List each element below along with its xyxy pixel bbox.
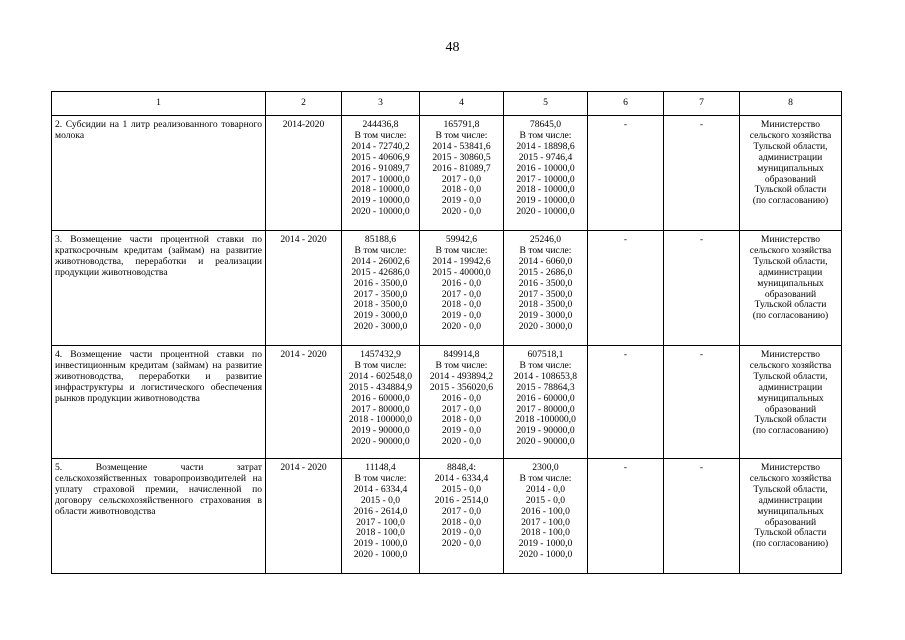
measure-description: 2. Субсидии на 1 литр реализованного товарного молока bbox=[52, 116, 266, 231]
cell-line: 2017 - 0,0 bbox=[441, 288, 482, 300]
cell-line: 2014 - 602548,0 bbox=[348, 370, 413, 382]
cell-line: 2015 - 356020,6 bbox=[429, 381, 494, 393]
responsible-executor-cell bbox=[740, 116, 842, 231]
col7-cell: - bbox=[664, 346, 740, 459]
cell-line: В том числе: bbox=[519, 244, 572, 256]
federal-funding-cell bbox=[420, 459, 504, 574]
cell-line: 2019 - 1000,0 bbox=[518, 538, 573, 550]
regional-funding-cell bbox=[504, 116, 588, 231]
cell-line: муниципальных bbox=[757, 277, 824, 289]
cell-line: 2015 - 30860,5 bbox=[432, 151, 491, 163]
cell-line: 2019 - 0,0 bbox=[441, 195, 482, 207]
cell-line: 2018 - 10000,0 bbox=[516, 184, 575, 196]
cell-line: 2016 - 3500,0 bbox=[353, 277, 408, 289]
cell-line: 2017 - 3500,0 bbox=[353, 288, 408, 300]
cell-line: 607518,1 bbox=[527, 349, 564, 360]
cell-line: 2016 - 10000,0 bbox=[516, 162, 575, 174]
cell-line: 2016 - 91089,7 bbox=[351, 162, 410, 174]
cell-line: 59942,6 bbox=[445, 234, 478, 245]
cell-line: 2016 - 0,0 bbox=[441, 277, 482, 289]
cell-line: 2020 - 1000,0 bbox=[353, 549, 408, 561]
regional-funding-cell bbox=[504, 346, 588, 459]
cell-line: В том числе: bbox=[519, 129, 572, 141]
cell-line: 2020 - 0,0 bbox=[441, 538, 482, 550]
cell-line: муниципальных bbox=[757, 392, 824, 404]
responsible-executor-cell bbox=[740, 459, 842, 574]
col7-cell: - bbox=[664, 116, 740, 231]
cell-line: администрации bbox=[758, 266, 823, 278]
cell-line: администрации bbox=[758, 151, 823, 163]
cell-line: 2015 - 40000,0 bbox=[432, 266, 491, 278]
table-row bbox=[52, 116, 842, 231]
cell-line: 2017 - 0,0 bbox=[441, 403, 482, 415]
cell-line: 2014 - 6334,4 bbox=[353, 483, 408, 495]
cell-line: 2018 - 100000,0 bbox=[348, 414, 413, 426]
cell-line: муниципальных bbox=[757, 505, 824, 517]
cell-line: 2016 - 3500,0 bbox=[518, 277, 573, 289]
cell-line: 78645,0 bbox=[529, 119, 562, 130]
cell-line: сельского хозяйства bbox=[749, 359, 832, 371]
cell-line: образований bbox=[764, 403, 817, 415]
cell-line: 2020 - 3000,0 bbox=[353, 321, 408, 333]
cell-line: (по согласованию) bbox=[752, 538, 829, 550]
period-cell: 2014-2020 bbox=[266, 116, 342, 231]
cell-line: 2018 - 10000,0 bbox=[351, 184, 410, 196]
cell-line: 25246,0 bbox=[529, 234, 562, 245]
cell-line: Тульской области bbox=[754, 414, 827, 426]
col7-cell: - bbox=[664, 459, 740, 574]
cell-line: 2015 - 0,0 bbox=[525, 494, 566, 506]
cell-line: 2016 - 2514,0 bbox=[434, 494, 489, 506]
cell-line: 244436,8 bbox=[362, 119, 399, 130]
cell-line: образований bbox=[764, 288, 817, 300]
col7-cell: - bbox=[664, 231, 740, 346]
col6-cell: - bbox=[588, 459, 664, 574]
cell-line: 2015 - 78864,3 bbox=[516, 381, 575, 393]
header-cell: 2 bbox=[266, 92, 342, 116]
cell-line: 2017 - 100,0 bbox=[521, 516, 570, 528]
cell-line: (по согласованию) bbox=[752, 195, 829, 207]
cell-line: Министерство bbox=[760, 234, 821, 245]
cell-line: 2014 - 18898,6 bbox=[516, 140, 575, 152]
cell-line: 2019 - 3000,0 bbox=[353, 310, 408, 322]
responsible-executor-cell bbox=[740, 231, 842, 346]
cell-line: 2018 - 0,0 bbox=[441, 414, 482, 426]
cell-line: 2017 - 0,0 bbox=[441, 173, 482, 185]
cell-line: (по согласованию) bbox=[752, 310, 829, 322]
col6-cell: - bbox=[588, 116, 664, 231]
cell-line: 2016 - 60000,0 bbox=[516, 392, 575, 404]
cell-line: Тульской области, bbox=[753, 255, 828, 267]
header-cell: 3 bbox=[342, 92, 420, 116]
table-row bbox=[52, 231, 842, 346]
cell-line: 2014 - 108653,8 bbox=[513, 370, 578, 382]
cell-line: 2019 - 90000,0 bbox=[516, 425, 575, 437]
cell-line: 2020 - 10000,0 bbox=[516, 206, 575, 218]
cell-line: сельского хозяйства bbox=[749, 472, 832, 484]
cell-line: 2015 - 40606,9 bbox=[351, 151, 410, 163]
cell-line: 165791,8 bbox=[443, 119, 480, 130]
cell-line: 2020 - 0,0 bbox=[441, 436, 482, 448]
cell-line: 2020 - 3000,0 bbox=[518, 321, 573, 333]
period-cell: 2014 - 2020 bbox=[266, 459, 342, 574]
cell-line: Министерство bbox=[760, 462, 821, 473]
cell-line: 2014 - 6334,4 bbox=[434, 472, 489, 484]
cell-line: В том числе: bbox=[354, 129, 407, 141]
federal-funding-cell bbox=[420, 231, 504, 346]
cell-line: 2018 - 100,0 bbox=[356, 527, 405, 539]
cell-line: Министерство bbox=[760, 349, 821, 360]
col6-cell: - bbox=[588, 346, 664, 459]
cell-line: В том числе: bbox=[354, 472, 407, 484]
cell-line: 2015 - 9746,4 bbox=[518, 151, 573, 163]
regional-funding-cell bbox=[504, 231, 588, 346]
cell-line: 2019 - 0,0 bbox=[441, 425, 482, 437]
cell-line: В том числе: bbox=[435, 359, 488, 371]
cell-line: В том числе: bbox=[519, 359, 572, 371]
cell-line: 2019 - 10000,0 bbox=[351, 195, 410, 207]
cell-line: муниципальных bbox=[757, 162, 824, 174]
header-cell: 1 bbox=[52, 92, 266, 116]
cell-line: 2018 - 3500,0 bbox=[353, 299, 408, 311]
header-cell: 8 bbox=[740, 92, 842, 116]
cell-line: 2014 - 53841,6 bbox=[432, 140, 491, 152]
cell-line: 2015 - 0,0 bbox=[360, 494, 401, 506]
cell-line: 2015 - 42686,0 bbox=[351, 266, 410, 278]
cell-line: 2014 - 0,0 bbox=[525, 483, 566, 495]
cell-line: 2015 - 434884,9 bbox=[348, 381, 413, 393]
cell-line: 2019 - 0,0 bbox=[441, 527, 482, 539]
cell-line: 2017 - 100,0 bbox=[356, 516, 405, 528]
cell-line: сельского хозяйства bbox=[749, 129, 832, 141]
cell-line: 11148,4 bbox=[365, 462, 396, 473]
cell-line: 2017 - 80000,0 bbox=[516, 403, 575, 415]
measure-description: 4. Возмещение части процентной ставки по инвестиционным кредитам (займам) на развитие животноводства, переработки и развитие инфраструктуры и логистического обеспечения рынков продукции животноводства bbox=[52, 346, 266, 459]
cell-line: Тульской области bbox=[754, 527, 827, 539]
cell-line: 2020 - 1000,0 bbox=[518, 549, 573, 561]
cell-line: 849914,8 bbox=[443, 349, 480, 360]
cell-line: 2300,0 bbox=[532, 462, 559, 473]
cell-line: 2015 - 0,0 bbox=[441, 483, 482, 495]
cell-line: 2014 - 493894,2 bbox=[429, 370, 494, 382]
measure-description: 5. Возмещение части затрат сельскохозяйственных товаропроизводителей на уплату страховой премии, начисленной по договору сельскохозяйственного страхования в области животноводства bbox=[52, 459, 266, 574]
cell-line: 2016 - 100,0 bbox=[521, 505, 570, 517]
cell-line: 85188,6 bbox=[364, 234, 397, 245]
total-funding-cell bbox=[342, 346, 420, 459]
cell-line: 2019 - 3000,0 bbox=[518, 310, 573, 322]
cell-line: 2017 - 10000,0 bbox=[351, 173, 410, 185]
cell-line: В том числе: bbox=[354, 244, 407, 256]
cell-line: 2016 - 2614,0 bbox=[353, 505, 408, 517]
cell-line: В том числе: bbox=[435, 129, 488, 141]
table-row bbox=[52, 459, 842, 574]
table-header-row bbox=[52, 92, 842, 116]
cell-line: Тульской области, bbox=[753, 370, 828, 382]
cell-line: 2020 - 0,0 bbox=[441, 321, 482, 333]
cell-line: 2018 -100000,0 bbox=[515, 414, 576, 426]
cell-line: 2014 - 72740,2 bbox=[351, 140, 410, 152]
cell-line: администрации bbox=[758, 494, 823, 506]
cell-line: 2018 - 3500,0 bbox=[518, 299, 573, 311]
cell-line: 2016 - 60000,0 bbox=[351, 392, 410, 404]
cell-line: 2020 - 90000,0 bbox=[516, 436, 575, 448]
header-cell: 7 bbox=[664, 92, 740, 116]
cell-line: 2015 - 2686,0 bbox=[518, 266, 573, 278]
cell-line: Тульской области bbox=[754, 184, 827, 196]
cell-line: 2019 - 1000,0 bbox=[353, 538, 408, 550]
cell-line: 2018 - 0,0 bbox=[441, 184, 482, 196]
table-row bbox=[52, 346, 842, 459]
cell-line: 2014 - 19942,6 bbox=[432, 255, 491, 267]
col6-cell: - bbox=[588, 231, 664, 346]
cell-line: В том числе: bbox=[519, 472, 572, 484]
cell-line: 2017 - 0,0 bbox=[441, 505, 482, 517]
cell-line: 2018 - 100,0 bbox=[521, 527, 570, 539]
cell-line: В том числе: bbox=[354, 359, 407, 371]
cell-line: Министерство bbox=[760, 119, 821, 130]
page-number: 48 bbox=[445, 40, 460, 55]
cell-line: 2019 - 90000,0 bbox=[351, 425, 410, 437]
cell-line: сельского хозяйства bbox=[749, 244, 832, 256]
cell-line: Тульской области, bbox=[753, 140, 828, 152]
total-funding-cell bbox=[342, 116, 420, 231]
cell-line: Тульской области bbox=[754, 299, 827, 311]
cell-line: 2019 - 0,0 bbox=[441, 310, 482, 322]
cell-line: 2017 - 10000,0 bbox=[516, 173, 575, 185]
cell-line: образований bbox=[764, 516, 817, 528]
cell-line: 2018 - 0,0 bbox=[441, 299, 482, 311]
cell-line: 2016 - 81089,7 bbox=[432, 162, 491, 174]
cell-line: 2014 - 26002,6 bbox=[351, 255, 410, 267]
cell-line: 2020 - 90000,0 bbox=[351, 436, 410, 448]
cell-line: 2017 - 80000,0 bbox=[351, 403, 410, 415]
cell-line: 2016 - 0,0 bbox=[441, 392, 482, 404]
header-cell: 5 bbox=[504, 92, 588, 116]
cell-line: 2019 - 10000,0 bbox=[516, 195, 575, 207]
header-cell: 4 bbox=[420, 92, 504, 116]
cell-line: 8848,4: bbox=[446, 462, 477, 473]
cell-line: Тульской области, bbox=[753, 483, 828, 495]
cell-line: (по согласованию) bbox=[752, 425, 829, 437]
responsible-executor-cell bbox=[740, 346, 842, 459]
measures-table bbox=[51, 91, 842, 574]
header-cell: 6 bbox=[588, 92, 664, 116]
cell-line: 1457432,9 bbox=[360, 349, 401, 360]
measure-description: 3. Возмещение части процентной ставки по краткосрочным кредитам (займам) на развитие животноводства, переработки и реализации продукции животноводства bbox=[52, 231, 266, 346]
cell-line: образований bbox=[764, 173, 817, 185]
cell-line: 2017 - 3500,0 bbox=[518, 288, 573, 300]
federal-funding-cell bbox=[420, 116, 504, 231]
regional-funding-cell bbox=[504, 459, 588, 574]
cell-line: 2020 - 0,0 bbox=[441, 206, 482, 218]
period-cell: 2014 - 2020 bbox=[266, 346, 342, 459]
total-funding-cell bbox=[342, 231, 420, 346]
total-funding-cell bbox=[342, 459, 420, 574]
cell-line: В том числе: bbox=[435, 244, 488, 256]
cell-line: 2020 - 10000,0 bbox=[351, 206, 410, 218]
federal-funding-cell bbox=[420, 346, 504, 459]
cell-line: 2018 - 0,0 bbox=[441, 516, 482, 528]
cell-line: 2014 - 6060,0 bbox=[518, 255, 573, 267]
cell-line: администрации bbox=[758, 381, 823, 393]
period-cell: 2014 - 2020 bbox=[266, 231, 342, 346]
